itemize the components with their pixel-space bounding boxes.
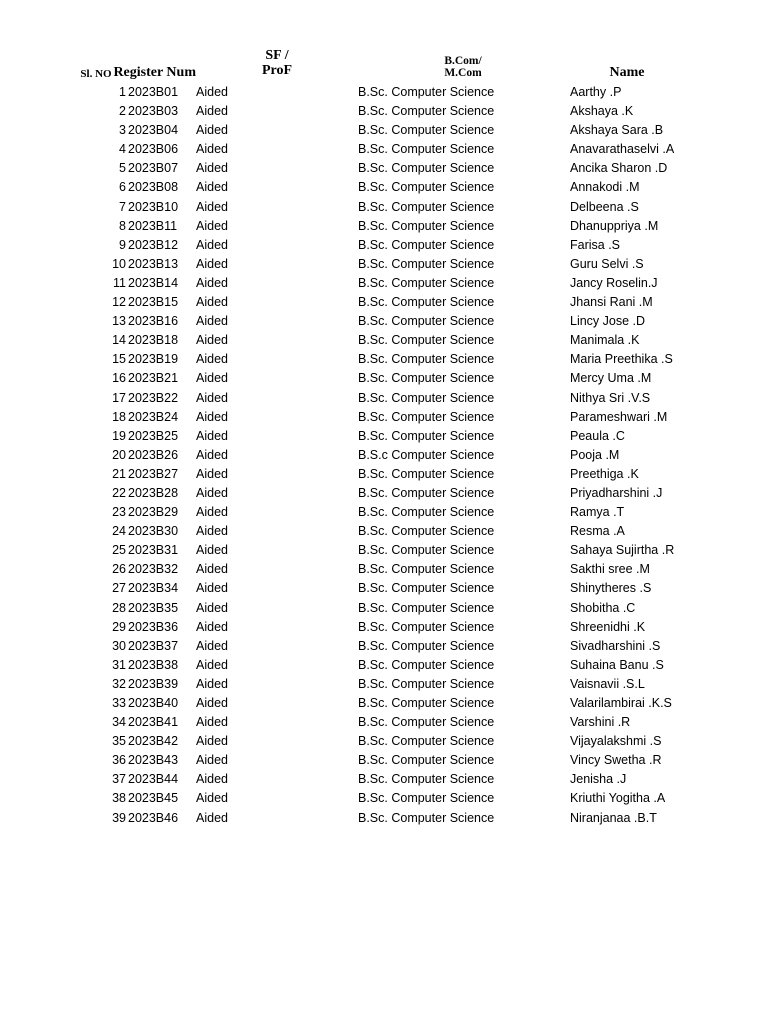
cell-register-num: 2023B16: [128, 314, 179, 329]
cell-register-num: 2023B40: [128, 696, 179, 710]
cell-course: B.Sc. Computer Science: [358, 657, 495, 672]
cell-name: Annakodi .M: [570, 180, 640, 195]
cell-register-num: 2023B07: [128, 161, 179, 176]
cell-sl-no: 35: [112, 734, 126, 749]
cell-course: B.Sc. Computer Science: [358, 237, 495, 252]
table-row: [0, 599, 768, 618]
cell-register-num: 2023B11: [128, 218, 178, 233]
cell-name: Jhansi Rani .M: [570, 295, 653, 310]
table-row: [0, 274, 768, 293]
cell-sl-no: 11: [113, 275, 126, 290]
cell-sl-no: 33: [112, 696, 126, 710]
cell-register-num: 2023B43: [128, 753, 179, 768]
cell-course: B.S.c Computer Science: [358, 447, 495, 462]
cell-name: Valarilambirai .K.S: [570, 696, 672, 710]
cell-sl-no: 17: [112, 390, 126, 405]
cell-sf-prof: Aided: [196, 562, 228, 577]
cell-sl-no: 20: [112, 447, 126, 462]
table-row: [0, 140, 768, 159]
cell-sl-no: 8: [119, 218, 126, 233]
cell-register-num: 2023B06: [128, 142, 179, 157]
cell-sl-no: 24: [112, 524, 126, 539]
cell-sf-prof: Aided: [196, 619, 228, 634]
cell-sl-no: 13: [112, 314, 126, 329]
table-row: [0, 350, 768, 369]
cell-sf-prof: Aided: [196, 753, 228, 768]
cell-sl-no: 36: [112, 753, 126, 768]
table-row: [0, 560, 768, 579]
cell-course: B.Sc. Computer Science: [358, 505, 495, 520]
header-register-num-text: Register Num: [113, 65, 196, 80]
cell-course: B.Sc. Computer Science: [358, 791, 495, 806]
cell-course: B.Sc. Computer Science: [358, 371, 495, 386]
student-table-body: [0, 83, 768, 828]
cell-name: Niranjanaa .B.T: [570, 810, 657, 825]
cell-sf-prof: Aided: [196, 199, 228, 214]
cell-course: B.Sc. Computer Science: [358, 524, 495, 539]
cell-name: Lincy Jose .D: [570, 314, 646, 329]
table-row: [0, 83, 768, 102]
table-row: [0, 369, 768, 388]
cell-name: Peaula .C: [570, 428, 625, 443]
table-row: [0, 236, 768, 255]
cell-sl-no: 6: [119, 180, 126, 195]
cell-name: Farisa .S: [570, 237, 621, 252]
cell-name: Resma .A: [570, 524, 625, 539]
table-row: [0, 331, 768, 350]
table-row: [0, 427, 768, 446]
cell-register-num: 2023B15: [128, 295, 179, 310]
cell-register-num: 2023B08: [128, 180, 179, 195]
table-row: [0, 217, 768, 236]
cell-register-num: 2023B25: [128, 428, 179, 443]
table-row: [0, 541, 768, 560]
cell-sl-no: 37: [112, 772, 126, 787]
cell-register-num: 2023B35: [128, 600, 179, 615]
cell-course: B.Sc. Computer Science: [358, 600, 495, 615]
cell-sl-no: 19: [112, 428, 126, 443]
cell-sf-prof: Aided: [196, 142, 228, 157]
cell-name: Preethiga .K: [570, 466, 639, 481]
cell-sl-no: 5: [119, 161, 126, 176]
cell-course: B.Sc. Computer Science: [358, 734, 495, 749]
table-row: [0, 178, 768, 197]
cell-course: B.Sc. Computer Science: [358, 696, 495, 710]
cell-name: Nithya Sri .V.S: [570, 390, 651, 405]
cell-course: B.Sc. Computer Science: [358, 295, 495, 310]
cell-name: Suhaina Banu .S: [570, 657, 664, 672]
cell-sf-prof: Aided: [196, 600, 228, 615]
table-row: [0, 121, 768, 140]
cell-course: B.Sc. Computer Science: [358, 161, 495, 176]
cell-name: Vijayalakshmi .S: [570, 734, 662, 749]
header-sf-prof: SF / ProF: [261, 48, 293, 78]
table-row: [0, 465, 768, 484]
cell-name: Kriuthi Yogitha .A: [570, 791, 666, 806]
cell-course: B.Sc. Computer Science: [358, 256, 495, 271]
table-row: [0, 770, 768, 789]
cell-course: B.Sc. Computer Science: [358, 715, 495, 730]
cell-register-num: 2023B34: [128, 581, 179, 596]
cell-sl-no: 27: [112, 581, 126, 596]
cell-sf-prof: Aided: [196, 314, 228, 329]
cell-course: B.Sc. Computer Science: [358, 104, 495, 119]
table-row: [0, 389, 768, 408]
cell-course: B.Sc. Computer Science: [358, 638, 495, 653]
table-row: [0, 789, 768, 808]
cell-sf-prof: Aided: [196, 466, 228, 481]
table-row: [0, 713, 768, 732]
cell-sl-no: 9: [119, 237, 126, 252]
cell-register-num: 2023B27: [128, 466, 179, 481]
cell-sl-no: 4: [119, 142, 126, 157]
cell-course: B.Sc. Computer Science: [358, 314, 495, 329]
cell-sf-prof: Aided: [196, 447, 228, 462]
cell-name: Sahaya Sujirtha .R: [570, 543, 675, 558]
cell-sf-prof: Aided: [196, 657, 228, 672]
cell-name: Maria Preethika .S: [570, 352, 673, 367]
cell-course: B.Sc. Computer Science: [358, 409, 495, 424]
cell-sl-no: 23: [112, 505, 126, 520]
cell-sf-prof: Aided: [196, 256, 228, 271]
cell-course: B.Sc. Computer Science: [358, 676, 495, 691]
cell-name: Sivadharshini .S: [570, 638, 661, 653]
cell-sf-prof: Aided: [196, 581, 228, 596]
cell-sf-prof: Aided: [196, 810, 228, 825]
cell-course: B.Sc. Computer Science: [358, 428, 495, 443]
cell-course: B.Sc. Computer Science: [358, 275, 495, 290]
cell-register-num: 2023B18: [128, 333, 179, 348]
cell-course: B.Sc. Computer Science: [358, 562, 495, 577]
table-row: [0, 656, 768, 675]
table-row: [0, 159, 768, 178]
cell-sl-no: 16: [112, 371, 126, 386]
header-sl-no: Sl. NO: [80, 68, 112, 80]
cell-register-num: 2023B41: [128, 715, 179, 730]
table-row: [0, 446, 768, 465]
cell-course: B.Sc. Computer Science: [358, 810, 495, 825]
cell-name: Dhanuppriya .M: [570, 218, 659, 233]
cell-sf-prof: Aided: [196, 295, 228, 310]
cell-sf-prof: Aided: [196, 237, 228, 252]
cell-name: Akshaya Sara .B: [570, 123, 664, 138]
cell-course: B.Sc. Computer Science: [358, 333, 495, 348]
cell-sl-no: 7: [119, 199, 126, 214]
cell-sf-prof: Aided: [196, 218, 228, 233]
cell-sf-prof: Aided: [196, 409, 228, 424]
cell-course: B.Sc. Computer Science: [358, 390, 495, 405]
cell-sl-no: 21: [112, 466, 126, 481]
cell-sf-prof: Aided: [196, 123, 228, 138]
cell-course: B.Sc. Computer Science: [358, 543, 495, 558]
cell-sl-no: 2: [119, 104, 126, 119]
cell-sf-prof: Aided: [196, 333, 228, 348]
cell-sf-prof: Aided: [196, 390, 228, 405]
cell-register-num: 2023B24: [128, 409, 179, 424]
cell-course: B.Sc. Computer Science: [358, 772, 495, 787]
cell-name: Anavarathaselvi .A: [570, 142, 675, 157]
cell-sf-prof: Aided: [196, 734, 228, 749]
table-row: [0, 293, 768, 312]
cell-name: Akshaya .K: [570, 104, 634, 119]
cell-register-num: 2023B21: [128, 371, 179, 386]
cell-sl-no: 18: [112, 409, 126, 424]
cell-name: Ramya .T: [570, 505, 625, 520]
cell-name: Shreenidhi .K: [570, 619, 646, 634]
cell-sf-prof: Aided: [196, 371, 228, 386]
cell-sf-prof: Aided: [196, 428, 228, 443]
cell-register-num: 2023B36: [128, 619, 179, 634]
cell-sl-no: 15: [112, 352, 126, 367]
cell-course: B.Sc. Computer Science: [358, 466, 495, 481]
cell-name: Parameshwari .M: [570, 409, 668, 424]
cell-course: B.Sc. Computer Science: [358, 581, 495, 596]
cell-register-num: 2023B22: [128, 390, 179, 405]
table-row: [0, 675, 768, 694]
cell-sf-prof: Aided: [196, 543, 228, 558]
cell-name: Jenisha .J: [570, 772, 627, 787]
cell-register-num: 2023B19: [128, 352, 179, 367]
cell-sl-no: 39: [112, 810, 126, 825]
header-course: B.Com/ M.Com: [444, 55, 482, 80]
cell-course: B.Sc. Computer Science: [358, 180, 495, 195]
cell-register-num: 2023B32: [128, 562, 179, 577]
cell-sl-no: 38: [112, 791, 126, 806]
cell-sl-no: 1: [119, 85, 126, 99]
cell-name: Manimala .K: [570, 333, 640, 348]
cell-name: Jancy Roselin.J: [570, 275, 658, 290]
cell-course: B.Sc. Computer Science: [358, 753, 495, 768]
cell-sf-prof: Aided: [196, 715, 228, 730]
cell-name: Varshini .R: [570, 715, 631, 730]
table-row: [0, 637, 768, 656]
cell-register-num: 2023B39: [128, 676, 179, 691]
cell-register-num: 2023B42: [128, 734, 179, 749]
cell-sf-prof: Aided: [196, 696, 228, 710]
cell-sl-no: 34: [112, 715, 126, 730]
cell-name: Shinytheres .S: [570, 581, 652, 596]
cell-course: B.Sc. Computer Science: [358, 218, 495, 233]
table-row: [0, 618, 768, 637]
cell-sf-prof: Aided: [196, 180, 228, 195]
table-row: [0, 809, 768, 828]
cell-sl-no: 12: [112, 295, 126, 310]
cell-course: B.Sc. Computer Science: [358, 142, 495, 157]
cell-register-num: 2023B28: [128, 485, 179, 500]
cell-register-num: 2023B14: [128, 275, 179, 290]
header-register-num: [113, 65, 196, 81]
cell-sl-no: 32: [112, 676, 126, 691]
cell-sf-prof: Aided: [196, 772, 228, 787]
cell-register-num: 2023B46: [128, 810, 179, 825]
cell-sl-no: 3: [119, 123, 126, 138]
cell-course: B.Sc. Computer Science: [358, 619, 495, 634]
cell-name: Aarthy .P: [570, 85, 622, 99]
cell-sf-prof: Aided: [196, 505, 228, 520]
cell-sl-no: 30: [112, 638, 126, 653]
cell-sf-prof: Aided: [196, 485, 228, 500]
cell-name: Guru Selvi .S: [570, 256, 644, 271]
cell-name: Priyadharshini .J: [570, 485, 663, 500]
cell-course: B.Sc. Computer Science: [358, 85, 495, 99]
cell-name: Vaisnavii .S.L: [570, 676, 645, 691]
cell-sl-no: 29: [112, 619, 126, 634]
cell-name: Shobitha .C: [570, 600, 636, 615]
cell-name: Mercy Uma .M: [570, 371, 652, 386]
cell-name: Pooja .M: [570, 447, 620, 462]
table-row: [0, 694, 768, 713]
cell-register-num: 2023B31: [128, 543, 179, 558]
cell-name: Delbeena .S: [570, 199, 639, 214]
cell-sf-prof: Aided: [196, 85, 228, 99]
cell-register-num: 2023B30: [128, 524, 179, 539]
header-name: Name: [609, 65, 645, 80]
cell-register-num: 2023B44: [128, 772, 179, 787]
cell-sf-prof: Aided: [196, 352, 228, 367]
cell-sl-no: 22: [112, 485, 126, 500]
cell-sf-prof: Aided: [196, 161, 228, 176]
table-row: [0, 408, 768, 427]
table-row: [0, 503, 768, 522]
cell-register-num: 2023B37: [128, 638, 179, 653]
table-row: [0, 255, 768, 274]
cell-name: Ancika Sharon .D: [570, 161, 668, 176]
cell-sf-prof: Aided: [196, 791, 228, 806]
cell-course: B.Sc. Computer Science: [358, 123, 495, 138]
cell-register-num: 2023B12: [128, 237, 179, 252]
cell-register-num: 2023B13: [128, 256, 179, 271]
cell-register-num: 2023B03: [128, 104, 179, 119]
table-row: [0, 484, 768, 503]
cell-register-num: 2023B10: [128, 199, 179, 214]
cell-name: Sakthi sree .M: [570, 562, 650, 577]
table-row: [0, 102, 768, 121]
cell-sf-prof: Aided: [196, 676, 228, 691]
table-row: [0, 751, 768, 770]
cell-sf-prof: Aided: [196, 104, 228, 119]
cell-course: B.Sc. Computer Science: [358, 199, 495, 214]
cell-course: B.Sc. Computer Science: [358, 352, 495, 367]
table-row: [0, 732, 768, 751]
cell-name: Vincy Swetha .R: [570, 753, 662, 768]
cell-course: B.Sc. Computer Science: [358, 485, 495, 500]
cell-sl-no: 25: [112, 543, 126, 558]
cell-sl-no: 26: [112, 562, 126, 577]
cell-register-num: 2023B26: [128, 447, 179, 462]
cell-register-num: 2023B01: [128, 85, 179, 99]
cell-sl-no: 10: [112, 256, 126, 271]
table-row: [0, 312, 768, 331]
table-row: [0, 579, 768, 598]
cell-sf-prof: Aided: [196, 638, 228, 653]
cell-sl-no: 28: [112, 600, 126, 615]
cell-sl-no: 14: [112, 333, 126, 348]
cell-sf-prof: Aided: [196, 275, 228, 290]
cell-register-num: 2023B04: [128, 123, 179, 138]
cell-sf-prof: Aided: [196, 524, 228, 539]
cell-register-num: 2023B29: [128, 505, 179, 520]
cell-register-num: 2023B45: [128, 791, 179, 806]
table-row: [0, 522, 768, 541]
table-row: [0, 198, 768, 217]
cell-sl-no: 31: [112, 657, 126, 672]
cell-register-num: 2023B38: [128, 657, 179, 672]
